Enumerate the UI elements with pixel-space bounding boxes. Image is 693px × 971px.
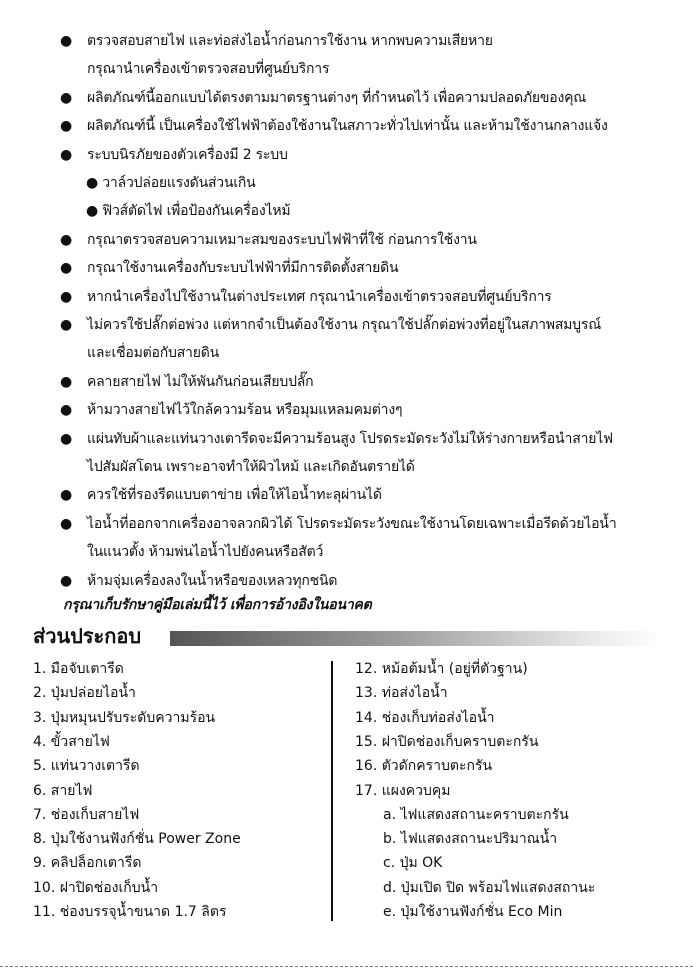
safety-line: ผลิตภัณฑ์นี้ เป็นเครื่องใช้ไฟฟ้าต้องใช้งานในสภาวะทั่วไปเท่านั้น และห้ามใช้งานกลางแจ้ง xyxy=(87,118,608,134)
safety-line: ตรวจสอบสายไฟ และท่อส่งไอน้ำก่อนการใช้งาน หากพบความเสียหาย xyxy=(87,33,493,49)
safety-subitem: ● วาล์วปล่อยแรงดันส่วนเกิน xyxy=(86,175,256,191)
part-item: 8. ปุ่มใช้งานฟังก์ชั่น Power Zone xyxy=(33,831,241,847)
bullet-icon: ● xyxy=(60,516,73,532)
safety-line: ไม่ควรใช้ปลั๊กต่อพ่วง แต่หากจำเป็นต้องใช้งาน กรุณาใช้ปลั๊กต่อพ่วงที่อยู่ในสภาพสมบูรณ์ xyxy=(87,317,601,333)
safety-line: ในแนวตั้ง ห้ามพ่นไอน้ำไปยังคนหรือสัตว์ xyxy=(87,544,324,560)
column-divider xyxy=(331,661,333,921)
part-subitem: b. ไฟแสดงสถานะปริมาณน้ำ xyxy=(383,831,558,847)
safety-line: หากนำเครื่องไปใช้งานในต่างประเทศ กรุณานำเครื่องเข้าตรวจสอบที่ศูนย์บริการ xyxy=(87,289,552,305)
part-item: 17. แผงควบคุม xyxy=(355,783,451,799)
part-subitem: a. ไฟแสดงสถานะคราบตะกรัน xyxy=(383,807,569,823)
part-subitem: c. ปุ่ม OK xyxy=(383,855,443,871)
bullet-icon: ● xyxy=(60,402,73,418)
page-bottom-rule xyxy=(0,966,693,967)
part-item: 6. สายไฟ xyxy=(33,783,93,799)
part-item: 13. ท่อส่งไอน้ำ xyxy=(355,685,448,701)
part-item: 11. ช่องบรรจุน้ำขนาด 1.7 ลิตร xyxy=(33,904,227,920)
safety-line: ผลิตภัณฑ์นี้ออกแบบได้ตรงตามมาตรฐานต่างๆ ที่กำหนดไว้ เพื่อความปลอดภัยของคุณ xyxy=(87,90,587,106)
part-item: 10. ฝาปิดช่องเก็บน้ำ xyxy=(33,880,159,896)
bullet-icon: ● xyxy=(60,232,73,248)
safety-subitem: ● ฟิวส์ตัดไฟ เพื่อป้องกันเครื่องไหม้ xyxy=(86,203,291,219)
part-item: 7. ช่องเก็บสายไฟ xyxy=(33,807,140,823)
part-item: 16. ตัวดักคราบตะกรัน xyxy=(355,758,493,774)
safety-line: กรุณาใช้งานเครื่องกับระบบไฟฟ้าที่มีการติดตั้งสายดิน xyxy=(87,260,399,276)
safety-line: ไปสัมผัสโดน เพราะอาจทำให้ผิวไหม้ และเกิดอันตรายได้ xyxy=(87,459,415,475)
bullet-icon: ● xyxy=(60,289,73,305)
bullet-icon: ● xyxy=(60,260,73,276)
bullet-icon: ● xyxy=(60,573,73,589)
safety-line: ไอน้ำที่ออกจากเครื่องอาจลวกผิวได้ โปรดระมัดระวังขณะใช้งานโดยเฉพาะเมื่อรีดด้วยไอน้ำ xyxy=(87,516,617,532)
part-item: 4. ขั้วสายไฟ xyxy=(33,734,110,750)
part-subitem: d. ปุ่มเปิด ปิด พร้อมไฟแสดงสถานะ xyxy=(383,880,596,896)
section-title-bar xyxy=(170,631,660,646)
part-item: 15. ฝาปิดช่องเก็บคราบตะกรัน xyxy=(355,734,539,750)
bullet-icon: ● xyxy=(60,147,73,163)
safety-line: ห้ามจุ่มเครื่องลงในน้ำหรือของเหลวทุกชนิด xyxy=(87,573,338,589)
safety-line: ควรใช้ที่รองรีดแบบตาข่าย เพื่อให้ไอน้ำทะลุผ่านได้ xyxy=(87,487,382,503)
safety-line: และเชื่อมต่อกับสายดิน xyxy=(87,345,219,361)
part-subitem: e. ปุ่มใช้งานฟังก์ชั่น Eco Min xyxy=(383,904,563,920)
keep-manual-note: กรุณาเก็บรักษาคู่มือเล่มนี้ไว้ เพื่อการอ้างอิงในอนาคต xyxy=(63,597,372,613)
part-item: 5. แท่นวางเตารีด xyxy=(33,758,140,774)
bullet-icon: ● xyxy=(60,33,73,49)
bullet-icon: ● xyxy=(60,118,73,134)
safety-line: คลายสายไฟ ไม่ให้พันกันก่อนเสียบปลั๊ก xyxy=(87,374,314,390)
part-item: 14. ช่องเก็บท่อส่งไอน้ำ xyxy=(355,710,495,726)
safety-line: กรุณาตรวจสอบความเหมาะสมของระบบไฟฟ้าที่ใช้ ก่อนการใช้งาน xyxy=(87,232,477,248)
section-title: ส่วนประกอบ xyxy=(33,624,142,648)
bullet-icon: ● xyxy=(60,374,73,390)
safety-line: แผ่นทับผ้าและแท่นวางเตารีดจะมีความร้อนสูง โปรดระมัดระวังไม่ให้ร่างกายหรือนำสายไฟ xyxy=(87,431,613,447)
safety-line: กรุณานำเครื่องเข้าตรวจสอบที่ศูนย์บริการ xyxy=(87,61,330,77)
part-item: 1. มือจับเตารีด xyxy=(33,661,124,677)
bullet-icon: ● xyxy=(60,317,73,333)
part-item: 9. คลิปล็อกเตารีด xyxy=(33,855,142,871)
bullet-icon: ● xyxy=(60,431,73,447)
part-item: 3. ปุ่มหมุนปรับระดับความร้อน xyxy=(33,710,216,726)
safety-line: ระบบนิรภัยของตัวเครื่องมี 2 ระบบ xyxy=(87,147,288,163)
bullet-icon: ● xyxy=(60,90,73,106)
safety-line: ห้ามวางสายไฟไว้ใกล้ความร้อน หรือมุมแหลมคมต่างๆ xyxy=(87,402,403,418)
part-item: 2. ปุ่มปล่อยไอน้ำ xyxy=(33,685,136,701)
bullet-icon: ● xyxy=(60,487,73,503)
part-item: 12. หม้อต้มน้ำ (อยู่ที่ตัวฐาน) xyxy=(355,661,528,677)
